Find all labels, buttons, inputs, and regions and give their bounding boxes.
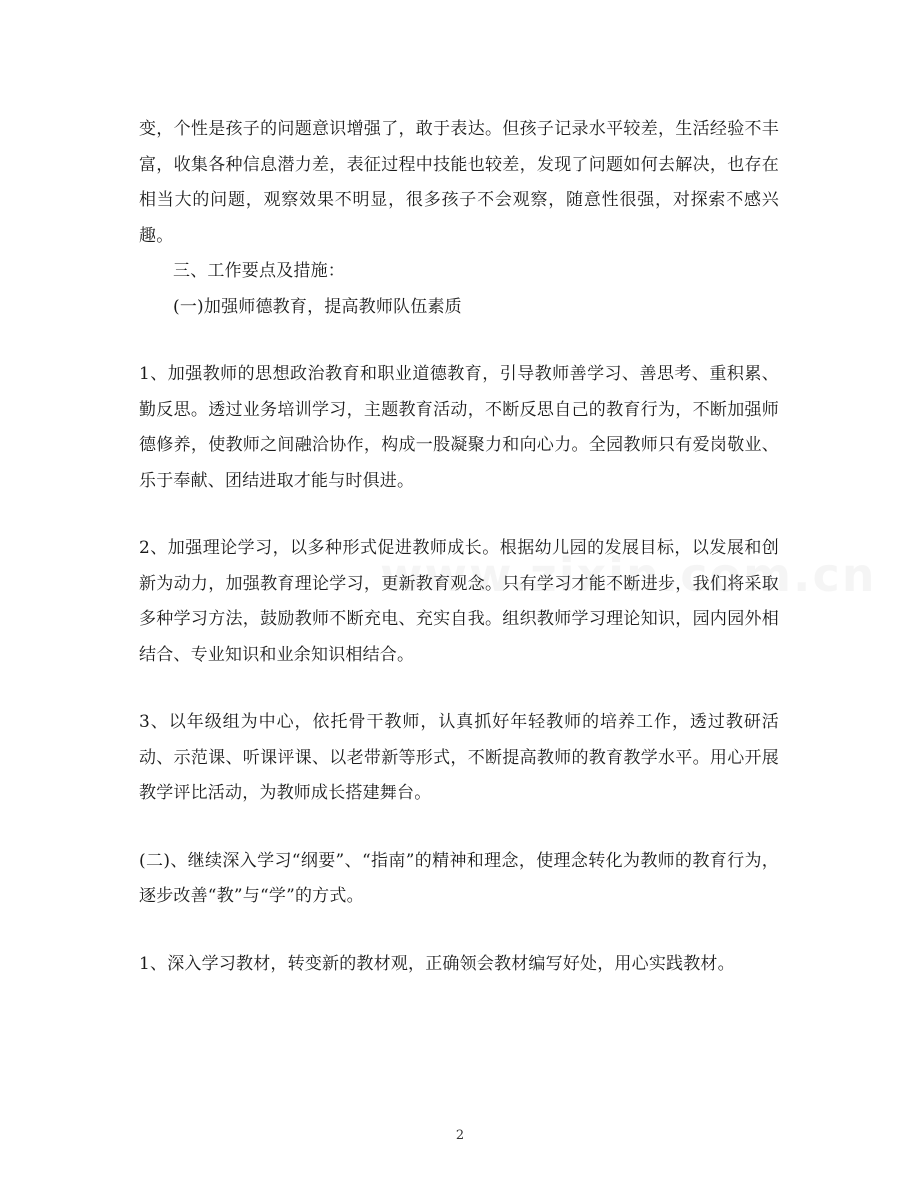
paragraph-continuation: 变，个性是孩子的问题意识增强了，敢于表达。但孩子记录水平较差，生活经验不丰富，收集各种信息潜力差，表征过程中技能也较差，发现了问题如何去解决，也存在相当大的问题，观察效果不明显，很多孩子不会观察，随意性很强，对探索不感兴趣。 [139, 119, 779, 246]
section-heading-3: 三、工作要点及措施： [173, 261, 345, 281]
paragraph-item-1b: 1、深入学习教材，转变新的教材观，正确领会教材编写好处，用心实践教材。 [139, 953, 735, 974]
subsection-heading-1: (一)加强师德教育，提高教师队伍素质 [173, 296, 462, 317]
paragraph-item-3: 3、以年级组为中心，依托骨干教师，认真抓好年轻教师的培养工作，透过教研活动、示范课、听课评课、以老带新等形式，不断提高教师的教育教学水平。用心开展教学评比活动，为教师成长搭建舞台。 [139, 712, 779, 803]
paragraph-item-2: 2、加强理论学习，以多种形式促进教师成长。根据幼儿园的发展目标，以发展和创新为动力，加强教育理论学习，更新教育观念。只有学习才能不断进步，我们将采取多种学习方法，鼓励教师不断充电、充实自我。组织教师学习理论知识，园内园外相结合、专业知识和业余知识相结合。 [139, 538, 779, 665]
document-body [139, 112, 779, 982]
paragraph-item-1: 1、加强教师的思想政治教育和职业道德教育，引导教师善学习、善思考、重积累、勤反思。透过业务培训学习，主题教育活动，不断反思自己的教育行为，不断加强师德修养，使教师之间融洽协作，构成一股凝聚力和向心力。全园教师只有爱岗敬业、乐于奉献、团结进取才能与时俱进。 [139, 364, 779, 491]
page-number: 2 [455, 1128, 465, 1143]
subsection-heading-2: (二)、继续深入学习“纲要”、“指南”的精神和理念，使理念转化为教师的教育行为，逐步改善“教”与“学”的方式。 [139, 850, 779, 906]
